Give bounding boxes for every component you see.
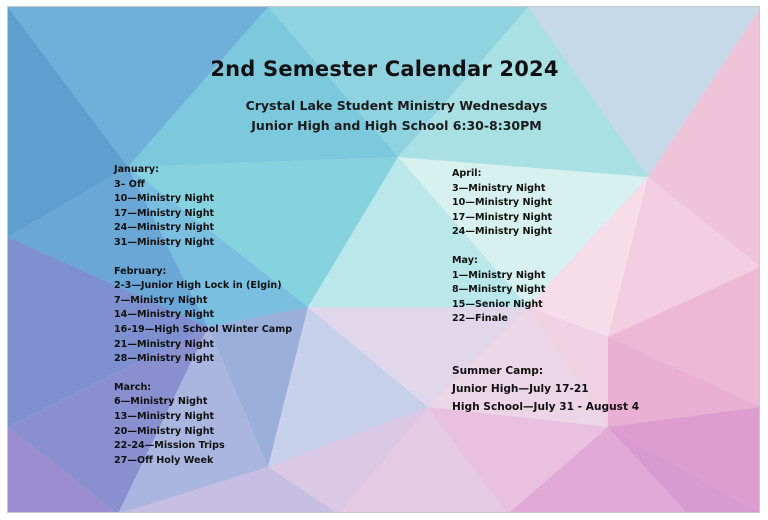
summer-camp-junior-high: Junior High—July 17-21 — [452, 383, 589, 395]
left-column — [114, 163, 292, 468]
event-item: 16-19—High School Winter Camp — [114, 323, 293, 335]
summer-camp-high-school: High School—July 31 - August 4 — [452, 401, 640, 413]
month-heading: January: — [114, 164, 159, 175]
month-heading: May: — [452, 254, 478, 266]
summer-camp-section — [452, 362, 639, 416]
month-january — [114, 163, 292, 251]
event-item: 8—Ministry Night — [452, 284, 546, 296]
month-april — [452, 167, 552, 240]
event-item: 27—Off Holy Week — [114, 454, 214, 466]
month-heading: March: — [114, 381, 152, 393]
month-heading: April: — [452, 168, 482, 179]
event-item: 14—Ministry Night — [114, 309, 215, 321]
subtitle-ministry: Crystal Lake Student Ministry Wednesdays — [245, 98, 548, 113]
event-item: 17—Ministry Night — [114, 207, 215, 219]
event-item: 24—Ministry Night — [114, 222, 215, 234]
event-item: 10—Ministry Night — [114, 193, 215, 205]
event-item: 22—Finale — [452, 313, 508, 325]
event-item: 3– Off — [114, 178, 145, 190]
event-item: 6—Ministry Night — [114, 396, 208, 408]
event-item: 7—Ministry Night — [114, 294, 208, 306]
summer-camp-heading: Summer Camp: — [452, 365, 544, 377]
page-title: 2nd Semester Calendar 2024 — [210, 57, 559, 81]
event-item: 20—Ministry Night — [114, 425, 215, 437]
event-item: 1—Ministry Night — [452, 269, 546, 281]
event-item: 10—Ministry Night — [452, 197, 553, 209]
right-column — [452, 167, 552, 327]
event-item: 31—Ministry Night — [114, 236, 215, 248]
month-march — [114, 381, 292, 469]
month-february — [114, 265, 292, 367]
event-item: 24—Ministry Night — [452, 226, 553, 238]
event-item: 17—Ministry Night — [452, 211, 553, 223]
event-item: 3—Ministry Night — [452, 182, 546, 194]
month-heading: February: — [114, 265, 167, 277]
event-item: 15—Senior Night — [452, 298, 543, 310]
subtitle-schedule: Junior High and High School 6:30-8:30PM — [251, 118, 542, 133]
event-item: 2-3—Junior High Lock in (Elgin) — [114, 280, 282, 292]
event-item: 21—Ministry Night — [114, 338, 215, 350]
event-item: 13—Ministry Night — [114, 410, 215, 422]
event-item: 28—Ministry Night — [114, 353, 215, 365]
event-item: 22-24—Mission Trips — [114, 440, 225, 452]
month-may — [452, 254, 552, 327]
